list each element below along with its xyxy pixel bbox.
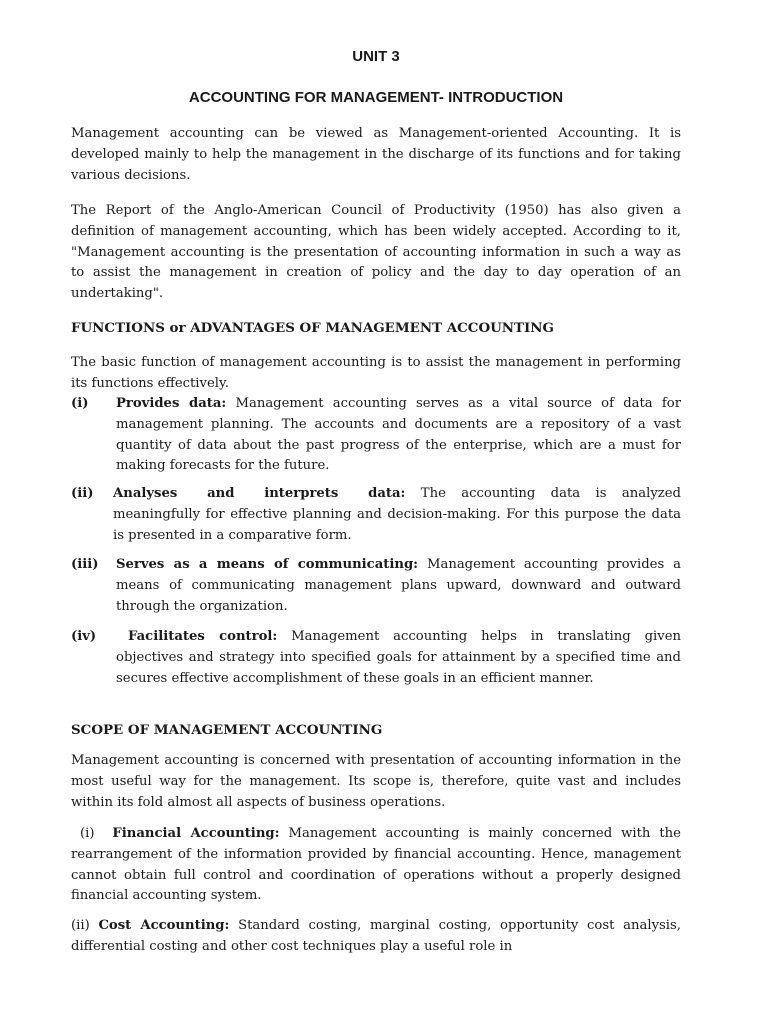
function-item-body — [113, 484, 681, 546]
scope-heading: SCOPE OF MANAGEMENT ACCOUNTING — [71, 722, 383, 738]
function-item-term: Provides data: — [116, 396, 227, 411]
function-item-text: Management accounting helps in translating given objectives and strategy into specified goals for attainment by a specified time and secures effective accomplishment of these goals in an efficient manner. — [116, 629, 681, 686]
function-item-number: (ii) — [71, 486, 94, 501]
functions-heading: FUNCTIONS or ADVANTAGES OF MANAGEMENT ACCOUNTING — [71, 320, 554, 336]
function-item-body — [116, 627, 681, 689]
document-page — [71, 0, 681, 1024]
scope-item-term: Financial Accounting: — [112, 826, 280, 841]
intro-paragraph: Management accounting can be viewed as Management-oriented Accounting. It is developed mainly to help the management in the discharge of its functions and for taking various decisions. — [71, 126, 681, 183]
scope-item-number: (ii) — [71, 918, 90, 933]
function-item-text: Management accounting serves as a vital source of data for management planning. The accounts and documents are a repository of a vast quantity of data about the past progress of the enterprise, which are a must for making forecasts for the future. — [116, 396, 681, 474]
function-item-analyses-data — [71, 484, 681, 546]
function-item-text: Management accounting provides a means of communicating management plans upward, downward and outward through the organization. — [116, 557, 681, 614]
function-item-term: Serves as a means of communicating: — [116, 557, 419, 572]
function-item-facilitates-control — [71, 627, 681, 689]
chapter-title: ACCOUNTING FOR MANAGEMENT- INTRODUCTION — [188, 89, 564, 106]
function-item-term: Analyses and interprets data: — [113, 486, 406, 501]
function-item-communicating — [71, 555, 681, 617]
scope-item-text: Standard costing, marginal costing, opportunity cost analysis, differential costing and other cost techniques play a useful role in — [71, 918, 681, 954]
unit-title: UNIT 3 — [352, 48, 400, 65]
function-item-body — [116, 394, 681, 477]
function-item-body — [116, 555, 681, 617]
function-item-number: (iii) — [71, 557, 99, 572]
function-item-number: (iv) — [71, 629, 97, 644]
function-item-number: (i) — [71, 396, 89, 411]
function-item-text: The accounting data is analyzed meaningfully for effective planning and decision-making. For this purpose the data is presented in a comparative form. — [113, 486, 681, 543]
function-item-term: Facilitates control: — [128, 629, 278, 644]
functions-intro: The basic function of management accounting is to assist the management in performing its functions effectively. — [71, 355, 681, 391]
scope-intro: Management accounting is concerned with presentation of accounting information in the most useful way for the management. Its scope is, therefore, quite vast and includes within its fold almost all aspects of business operations. — [71, 753, 681, 810]
function-item-provides-data — [71, 394, 681, 477]
scope-item-term: Cost Accounting: — [98, 918, 230, 933]
scope-item-text: Management accounting is mainly concerned with the rearrangement of the information provided by financial accounting. Hence, management cannot obtain full control and coordination of operations without a properly designed financial accounting system. — [71, 826, 681, 904]
scope-item-cost-accounting — [71, 916, 681, 958]
scope-item-number: (i) — [79, 826, 95, 841]
scope-item-financial-accounting — [71, 824, 681, 907]
report-paragraph: The Report of the Anglo-American Council of Productivity (1950) has also given a definition of management accounting, which has been widely accepted. According to it, "Management accounting is the presentation of accounting information in such a way as to assist the management in creation of policy and the day to day operation of an undertaking". — [71, 203, 681, 302]
